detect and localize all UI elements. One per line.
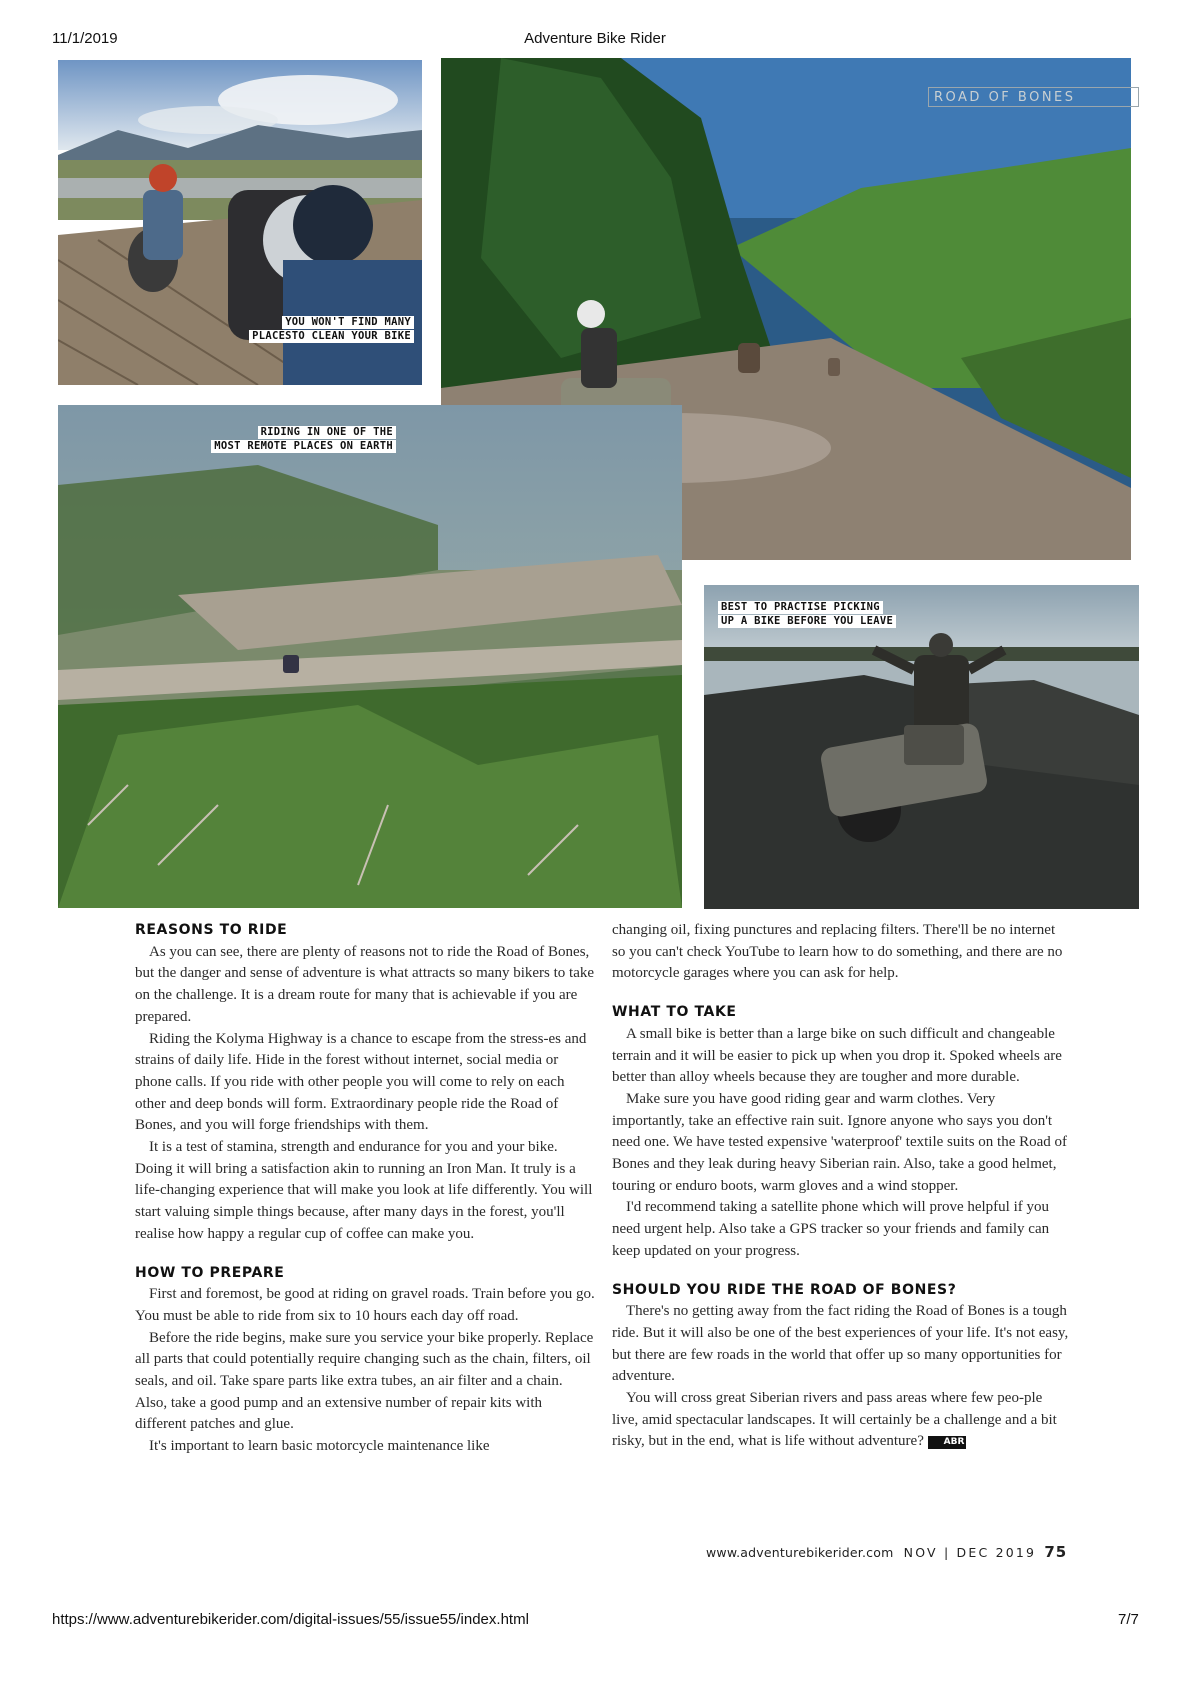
paragraph: It's important to learn basic motorcycle maintenance like	[149, 1438, 490, 1455]
caption-bridge: YOU WON'T FIND MANY PLACESTO CLEAN YOUR BIKE	[150, 316, 414, 344]
end-mark: ABR	[928, 1436, 967, 1449]
photo-remote	[58, 405, 682, 908]
paragraph: You will cross great Siberian rivers and pass areas where few peo-ple live, amid spectacular landscapes. It will certainly be a challenge and a bit risky, but in the end, what is life without adventure? ABR	[612, 1390, 1057, 1450]
print-url: https://www.adventurebikerider.com/digital-issues/55/issue55/index.html	[52, 1611, 529, 1628]
caption-remote: RIDING IN ONE OF THE MOST REMOTE PLACES ON EARTH	[150, 426, 396, 454]
paragraph: There's no getting away from the fact riding the Road of Bones is a tough ride. But it will also be one of the best experiences of your life. It's not easy, but there are few roads in the world that offer up so many opportunities for adventure.	[612, 1303, 1069, 1385]
paragraph: As you can see, there are plenty of reasons not to ride the Road of Bones, but the danger and sense of adventure is what attracts so many bikers to take on the challenge. It is a dream route for many that is achievable if you are prepared.	[135, 943, 595, 1025]
paragraph: Before the ride begins, make sure you service your bike properly. Replace all parts that could potentially require changing such as the chain, filters, oil seals, and oil. Take spare parts like extra tubes, an air filter and a chain. Also, take a good pump and an extensive number of repair kits with different patches and glue.	[135, 1329, 594, 1433]
heading-reasons: REASONS TO RIDE	[135, 922, 288, 938]
paragraph: Make sure you have good riding gear and warm clothes. Very importantly, take an effective rain suit. Ignore anyone who says you don't need one. We have tested expensive 'waterproof' textile suits on the Road of Bones and they leak during heavy Siberian rain. Also, take a good helmet, touring or enduro boots, warm gloves and a wind stopper.	[612, 1090, 1068, 1194]
caption-picking: BEST TO PRACTISE PICKING UP A BIKE BEFORE YOU LEAVE	[718, 601, 896, 629]
heading-take: WHAT TO TAKE	[612, 1004, 737, 1021]
paragraph: Riding the Kolyma Highway is a chance to escape from the stress-es and strains of daily life. Hide in the forest without internet, social media or phone calls. If you ride with other people you will come to rely on each other and deep bonds will form. Extraordinary people ride the Road of Bones, and you will forge friendships with them.	[135, 1030, 587, 1134]
article-column-left	[135, 920, 595, 1458]
print-date: 11/1/2019	[52, 30, 118, 47]
issue-label: NOV | DEC 2019	[903, 1545, 1037, 1560]
heading-prepare: HOW TO PREPARE	[135, 1264, 285, 1281]
heading-should: SHOULD YOU RIDE THE ROAD OF BONES?	[612, 1281, 957, 1298]
paragraph: I'd recommend taking a satellite phone which will prove helpful if you need urgent help. Also take a GPS tracker so your friends and family can keep updated on your progress.	[612, 1199, 1050, 1259]
paragraph: First and foremost, be good at riding on gravel roads. Train before you go. You must be able to ride from six to 10 hours each day off road.	[135, 1286, 595, 1324]
paragraph: A small bike is better than a large bike on such difficult and changeable terrain and it will be easier to pick up when you drop it. Spoked wheels are better than alloy wheels because they are tougher and more durable.	[612, 1025, 1062, 1086]
photo-picking	[704, 585, 1139, 909]
website: www.adventurebikerider.com	[706, 1545, 894, 1560]
magazine-footer	[706, 1543, 1067, 1561]
print-title: Adventure Bike Rider	[524, 30, 666, 47]
print-page-count: 7/7	[1118, 1611, 1139, 1628]
paragraph: It is a test of stamina, strength and endurance for you and your bike. Doing it will bring a satisfaction akin to running an Iron Man. It truly is a life-changing experience that will make you look at life differently. You will start valuing simple things because, after many days in the forest, you'll realise how happy a regular cup of coffee can make you.	[135, 1139, 593, 1242]
section-tag: ROAD OF BONES	[928, 87, 1139, 107]
paragraph: changing oil, fixing punctures and replacing filters. There'll be no internet so you can't check YouTube to learn how to do something, and there are no motorcycle garages where you can ask for help.	[612, 922, 1063, 982]
article-column-right	[612, 920, 1070, 1453]
page-number: 75	[1044, 1543, 1068, 1561]
